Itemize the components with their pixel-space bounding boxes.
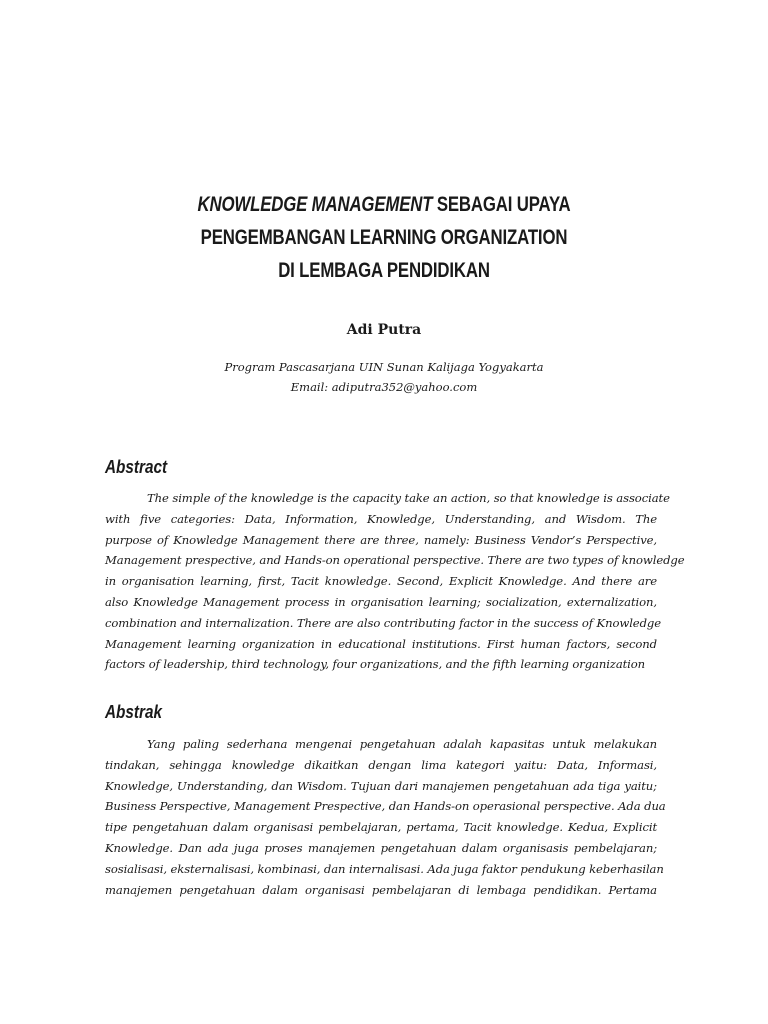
abstract-line: Management prespective, and Hands-on operational perspective. There are two types of knowledge	[105, 553, 685, 568]
abstrak-line: Business Perspective, Management Prespective, dan Hands-on operasional perspective. Ada dua	[105, 799, 666, 814]
abstract-line: The simple of the knowledge is the capacity take an action, so that knowledge is associate	[147, 491, 670, 505]
author-name: Adi Putra	[346, 322, 422, 338]
abstract-line: factors of leadership, third technology, four organizations, and the fifth learning organization	[105, 657, 646, 672]
abstrak-heading: Abstrak	[105, 702, 162, 722]
paper-title	[173, 188, 595, 287]
author-email: Email: adiputra352@yahoo.com	[290, 380, 478, 394]
abstract-heading: Abstract	[105, 457, 168, 477]
abstrak-line: Knowledge. Dan ada juga proses manajemen pengetahuan dalam organisasis pembelajaran;	[105, 840, 657, 855]
abstract-line: also Knowledge Management process in organisation learning; socialization, externalization,	[105, 594, 657, 609]
title-line-1-rest: SEBAGAI UPAYA	[432, 193, 571, 216]
abstrak-paragraph	[105, 734, 666, 900]
abstract-line: purpose of Knowledge Management there are three, namely: Business Vendor’s Perspective,	[105, 532, 657, 547]
abstract-line: with five categories: Data, Information, Knowledge, Understanding, and Wisdom. The	[105, 511, 657, 526]
abstract-line: combination and internalization. There are also contributing factor in the success of Knowledge	[105, 615, 661, 630]
abstrak-line: tindakan, sehingga knowledge dikaitkan dengan lima kategori yaitu: Data, Informasi,	[105, 757, 657, 772]
abstrak-line: tipe pengetahuan dalam organisasi pembelajaran, pertama, Tacit knowledge. Kedua, Explicit	[105, 820, 657, 835]
abstract-paragraph	[105, 488, 685, 675]
author-affiliation-block	[0, 357, 768, 397]
abstrak-line: manajemen pengetahuan dalam organisasi pembelajaran di lembaga pendidikan. Pertama	[105, 882, 657, 897]
title-italic-part: KNOWLEDGE MANAGEMENT	[197, 193, 433, 216]
title-line-2: PENGEMBANGAN LEARNING ORGANIZATION	[200, 226, 568, 249]
abstract-line: in organisation learning, first, Tacit knowledge. Second, Explicit Knowledge. And there are	[105, 574, 657, 589]
abstrak-line: Knowledge, Understanding, dan Wisdom. Tujuan dari manajemen pengetahuan ada tiga yaitu;	[105, 778, 657, 793]
abstrak-line: sosialisasi, eksternalisasi, kombinasi, dan internalisasi. Ada juga faktor pendukung keberhasilan	[105, 861, 664, 876]
abstrak-line: Yang paling sederhana mengenai pengetahuan adalah kapasitas untuk melakukan	[147, 737, 657, 751]
abstract-line: Management learning organization in educational institutions. First human factors, second	[105, 636, 657, 651]
author-affiliation: Program Pascasarjana UIN Sunan Kalijaga Yogyakarta	[224, 360, 544, 374]
title-line-1	[173, 188, 595, 221]
title-line-3: DI LEMBAGA PENDIDIKAN	[278, 259, 490, 282]
